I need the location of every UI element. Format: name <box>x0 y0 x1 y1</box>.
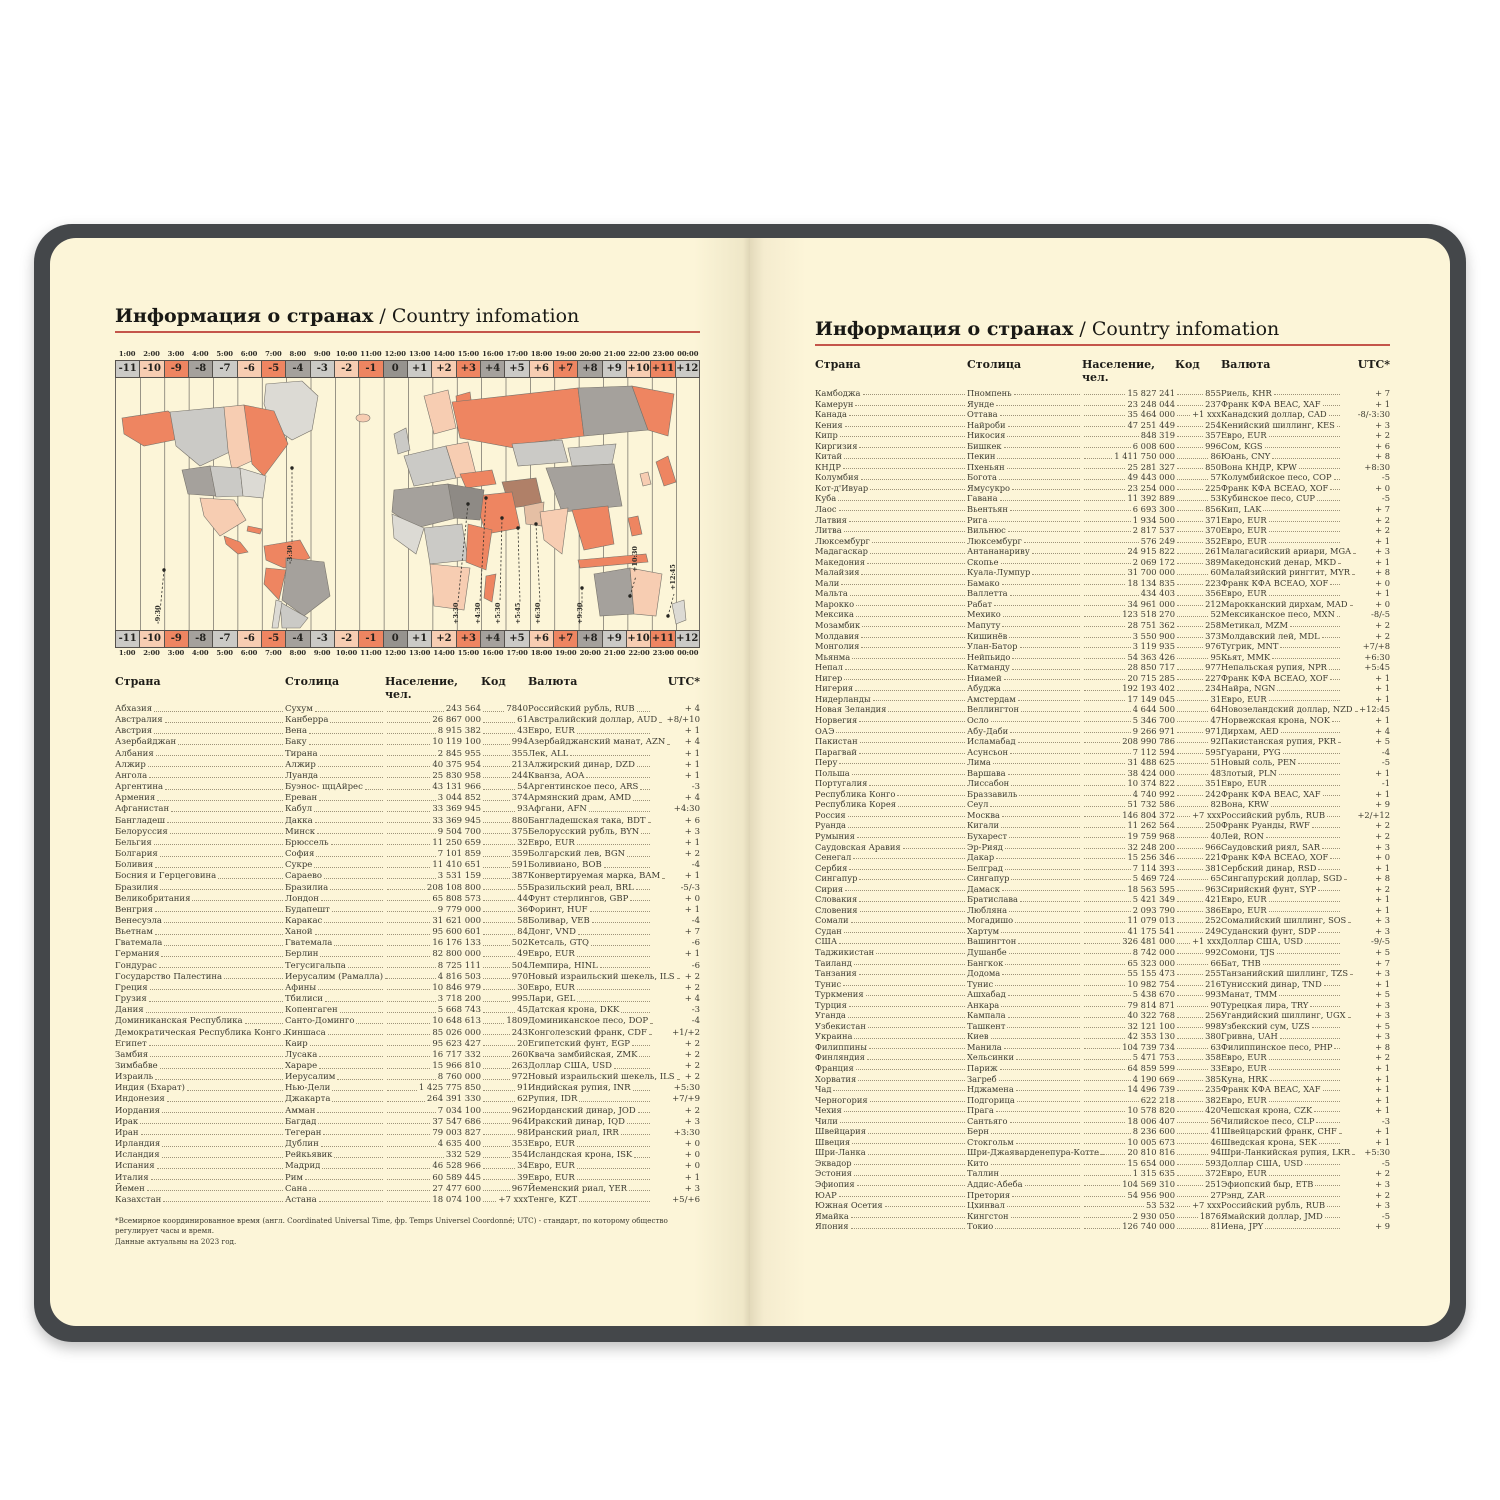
table-row: Зимбабве Хараре 15 966 810 263 Доллар США, USD + 2 <box>115 1061 700 1071</box>
timezone-time-label: 9:00 <box>313 649 331 657</box>
table-row: Йемен Сана 27 477 600 967 Йеменский риал, YER + 3 <box>115 1183 700 1194</box>
timezone-offset-cell: +5 <box>504 631 528 647</box>
timezone-offset-cell: -1 <box>358 631 382 647</box>
page-right <box>750 238 1450 1326</box>
table-row: КНДР Пхеньян 25 281 327 850 Вона КНДР, KPW +8:30 <box>815 461 1390 472</box>
table-row: Дания Копенгаген 5 668 743 45 Датская крона, DKK -3 <box>115 1005 700 1016</box>
table-row: Франция Париж 64 859 599 33 Евро, EUR + 1 <box>815 1063 1390 1073</box>
header-population: Население, чел. <box>1082 358 1156 384</box>
header-capital: Столица <box>285 675 340 688</box>
table-row: Латвия Рига 1 934 500 371 Евро, EUR + 2 <box>815 514 1390 525</box>
timezone-time-label: 23:00 <box>652 350 675 358</box>
timezone-time-label: 22:00 <box>628 350 650 358</box>
timezone-offset-cell: +12 <box>675 631 699 647</box>
table-row: США Вашингтон 326 481 000 +1 xxx Доллар США, USD -9/-5 <box>815 936 1390 947</box>
table-row: Мальта Валлетта 434 403 356 Евро, EUR + 1 <box>815 588 1390 599</box>
table-row: Россия Москва 146 804 372 +7 xxx Российский рубль, RUB +2/+12 <box>815 809 1390 820</box>
table-row: Абхазия Сухум 243 564 7840 Российский рубль, RUB + 4 <box>115 704 700 714</box>
table-row: Турция Анкара 79 814 871 90 Турецкая лира, TRY + 3 <box>815 999 1390 1010</box>
timezone-time-label: 14:00 <box>433 649 455 657</box>
footnote-line1: *Всемирное координированное время (англ. Coordinated Universal Time, фр. Temps Universel Coordonné; UTC) - стандарт, по которому общество регулирует часы и время. <box>115 1216 668 1236</box>
table-row: Грузия Тбилиси 3 718 200 995 Лари, GEL + 4 <box>115 994 700 1005</box>
timezone-offset-cell: -11 <box>115 631 139 647</box>
table-row: Государство Палестина Иерусалим (Рамалла) 4 816 503 970 Новый израильский шекель, ILS + 2 <box>115 971 700 982</box>
table-row: Монголия Улан-Батор 3 119 935 976 Тугрик, MNT +7/+8 <box>815 641 1390 652</box>
table-row: Украина Киев 42 353 130 380 Гривна, UAH + 3 <box>815 1031 1390 1042</box>
table-row: Нидерланды Амстердам 17 149 045 31 Евро, EUR + 1 <box>815 693 1390 704</box>
timezone-offset-cell: -2 <box>334 361 358 377</box>
table-header-left <box>115 675 700 701</box>
table-row: Уганда Кампала 40 322 768 256 Угандийский шиллинг, UGX + 3 <box>815 1010 1390 1021</box>
table-row: Чили Сантьяго 18 006 407 56 Чилийское песо, CLP -3 <box>815 1115 1390 1126</box>
table-row: Греция Афины 10 846 979 30 Евро, EUR + 2 <box>115 982 700 993</box>
map-callout-label: -3:30 <box>286 545 294 564</box>
table-row: Куба Гавана 11 392 889 53 Кубинское песо, CUP -5 <box>815 493 1390 504</box>
table-row: Киргизия Бишкек 6 008 600 996 Сом, KGS + 6 <box>815 440 1390 451</box>
table-row: Польша Варшава 38 424 000 48 Злотый, PLN + 1 <box>815 767 1390 778</box>
timezone-time-label: 7:00 <box>265 350 282 358</box>
header-country: Страна <box>115 675 161 688</box>
table-row: Кипр Никосия 848 319 357 Евро, EUR + 2 <box>815 430 1390 441</box>
timezone-time-label: 1:00 <box>118 350 136 358</box>
page-title-en: Country infomation <box>391 305 580 327</box>
world-timezone-map <box>115 378 700 630</box>
table-row: Словакия Братислава 5 421 349 421 Евро, EUR + 1 <box>815 894 1390 905</box>
timezone-time-label: 14:00 <box>433 350 455 358</box>
timezone-offset-cell: +6 <box>529 361 553 377</box>
table-row: Норвегия Осло 5 346 700 47 Норвежская крона, NOK + 1 <box>815 714 1390 725</box>
page-title <box>815 318 1390 340</box>
timezone-time-label: 3:00 <box>167 649 185 657</box>
timezone-offset-cell: -10 <box>139 361 163 377</box>
timezone-offset-cell: +5 <box>504 361 528 377</box>
timezone-time-label: 3:00 <box>167 350 185 358</box>
table-row: Азербайджан Баку 10 119 100 994 Азербайджанский манат, AZN + 4 <box>115 737 700 748</box>
page-title-sep: / <box>373 305 392 327</box>
timezone-time-label: 00:00 <box>677 350 699 358</box>
table-row: Вьетнам Ханой 95 600 601 84 Донг, VND + 7 <box>115 927 700 938</box>
header-currency: Валюта <box>528 675 578 688</box>
timezone-time-label: 9:00 <box>313 350 331 358</box>
timezone-time-label: 15:00 <box>457 649 480 657</box>
timezone-offset-cell: -4 <box>285 631 309 647</box>
table-row: Мали Бамако 18 134 835 223 Франк КФА BCEAO, XOF + 0 <box>815 577 1390 588</box>
country-table-right <box>815 389 1390 1233</box>
timezone-time-label: 4:00 <box>191 350 209 358</box>
table-row: Чехия Прага 10 578 820 420 Чешская крона, CZK + 1 <box>815 1105 1390 1116</box>
table-row: Египет Каир 95 623 427 20 Египетский фунт, EGP + 2 <box>115 1038 700 1049</box>
header-utc: UTC* <box>1357 358 1390 371</box>
footnote-line2: Данные актуальны на 2023 год. <box>115 1236 237 1246</box>
timezone-time-label: 5:00 <box>216 350 234 358</box>
timezone-time-label: 11:00 <box>360 350 382 358</box>
timezone-offset-cell: -7 <box>212 631 236 647</box>
table-row: Канада Оттава 35 464 000 +1 xxx Канадский доллар, CAD -8/-3:30 <box>815 409 1390 420</box>
timezone-offset-cell: -8 <box>188 361 212 377</box>
table-header-right <box>815 358 1390 384</box>
table-row: Кения Найроби 47 251 449 254 Кенийский шиллинг, KES + 3 <box>815 419 1390 430</box>
map-callout-label: +5:30 <box>494 602 502 624</box>
table-row: Руанда Кигали 11 262 564 250 Франк Руанды, RWF + 2 <box>815 820 1390 831</box>
table-row: Великобритания Лондон 65 808 573 44 Фунт стерлингов, GBP + 0 <box>115 893 700 904</box>
table-row: Узбекистан Ташкент 32 121 100 998 Узбекский сум, UZS + 5 <box>815 1020 1390 1031</box>
table-row: Сирия Дамаск 18 563 595 963 Сирийский фунт, SYP + 2 <box>815 883 1390 894</box>
table-row: Румыния Бухарест 19 759 968 40 Лей, RON + 2 <box>815 830 1390 841</box>
table-row: Бельгия Брюссель 11 250 659 32 Евро, EUR + 1 <box>115 837 700 848</box>
timezone-offset-cell: -2 <box>334 631 358 647</box>
table-row: Нигерия Абуджа 192 193 402 234 Найра, NGN + 1 <box>815 683 1390 694</box>
timezone-offset-cell: -4 <box>285 361 309 377</box>
table-row: Македония Скопье 2 069 172 389 Македонский денар, MKD + 1 <box>815 556 1390 567</box>
timezone-offset-cell: +12 <box>675 361 699 377</box>
map-callout-label: +3:30 <box>452 602 460 624</box>
table-row: Танзания Додома 55 155 473 255 Танзанийский шиллинг, TZS + 3 <box>815 968 1390 979</box>
header-code: Код <box>481 675 506 688</box>
timezone-time-label: 23:00 <box>652 649 675 657</box>
timezone-time-label: 13:00 <box>408 649 431 657</box>
page-title-ru: Информация о странах <box>115 305 374 327</box>
table-row: Шри-Ланка Шри-Джаяварденепура-Котте 20 810 816 94 Шри-Ланкийская рупия, LKR +5:30 <box>815 1147 1390 1158</box>
map-callout-label: +5:45 <box>514 602 522 624</box>
timezone-time-label: 7:00 <box>265 649 282 657</box>
timezone-time-label: 21:00 <box>603 350 626 358</box>
table-row: Венесуэла Каракас 31 621 000 58 Боливар, VEB -4 <box>115 915 700 926</box>
timezone-offset-cell: 0 <box>383 631 407 647</box>
page-title-sep: / <box>1073 318 1092 340</box>
timezone-offset-cell: +1 <box>407 361 431 377</box>
timezone-time-label: 19:00 <box>555 649 577 657</box>
timezone-offset-cell: +9 <box>602 631 626 647</box>
timezone-offset-cell: -6 <box>237 631 261 647</box>
table-row: Иордания Амман 7 034 100 962 Иорданский динар, JOD + 2 <box>115 1105 700 1116</box>
table-row: ОАЭ Абу-Даби 9 266 971 971 Дирхам, AED + 4 <box>815 725 1390 736</box>
table-row: Италия Рим 60 589 445 39 Евро, EUR + 1 <box>115 1172 700 1183</box>
timezone-time-label: 2:00 <box>143 649 160 657</box>
timezone-offset-scale-bottom <box>115 630 700 648</box>
table-row: Камбоджа Пномпень 15 827 241 855 Риель, KHR + 7 <box>815 388 1390 398</box>
timezone-offset-cell: +3 <box>456 631 480 647</box>
table-row: Гватемала Гватемала 16 176 133 502 Кетсаль, GTQ -6 <box>115 938 700 949</box>
title-rule <box>115 331 700 333</box>
timezone-time-label: 8:00 <box>289 350 307 358</box>
table-row: Индонезия Джакарта 264 391 330 62 Рупия, IDR +7/+9 <box>115 1094 700 1105</box>
timezone-offset-cell: -3 <box>310 361 334 377</box>
table-row: Черногория Подгорица 622 218 382 Евро, EUR + 1 <box>815 1094 1390 1105</box>
table-row: Босния и Герцеговина Сараево 3 531 159 387 Конвертируемая марка, BAM + 1 <box>115 871 700 882</box>
timezone-offset-cell: -5 <box>261 631 285 647</box>
page-title-ru: Информация о странах <box>815 318 1074 340</box>
table-row: Бразилия Бразилиа 208 108 800 55 Бразильский реал, BRL -5/-3 <box>115 882 700 893</box>
timezone-time-label: 20:00 <box>579 649 602 657</box>
timezone-offset-cell: +9 <box>602 361 626 377</box>
table-row: Индия (Бхарат) Нью-Дели 1 425 775 850 91 Индийская рупия, INR +5:30 <box>115 1083 700 1094</box>
timezone-offset-cell: +7 <box>553 631 577 647</box>
table-row: Ямайка Кингстон 2 930 050 1876 Ямайский доллар, JMD -5 <box>815 1210 1390 1221</box>
table-row: Мадагаскар Антананариву 24 915 822 261 Малагасийский ариари, MGA + 3 <box>815 546 1390 557</box>
timezone-offset-cell: +7 <box>553 361 577 377</box>
header-population: Население, чел. <box>385 675 459 701</box>
table-row: ЮАР Претория 54 956 900 27 Рэнд, ZAR + 2 <box>815 1189 1390 1200</box>
table-row: Перу Лима 31 488 625 51 Новый соль, PEN -5 <box>815 757 1390 768</box>
table-row: Боливия Сукре 11 410 651 591 Боливиано, BOB -4 <box>115 860 700 871</box>
table-row: Саудовская Аравия Эр-Рияд 32 248 200 966 Саудовский риял, SAR + 3 <box>815 841 1390 852</box>
header-code: Код <box>1175 358 1200 371</box>
table-row: Судан Хартум 41 175 541 249 Суданский фунт, SDP + 3 <box>815 925 1390 936</box>
table-row: Израиль Иерусалим 8 760 000 972 Новый израильский шекель, ILS + 2 <box>115 1072 700 1083</box>
table-row: Армения Ереван 3 044 852 374 Армянский драм, AMD + 4 <box>115 793 700 804</box>
timezone-time-label: 19:00 <box>555 350 577 358</box>
table-row: Нигер Ниамей 20 715 285 227 Франк КФА BCEAO, XOF + 1 <box>815 672 1390 683</box>
timezone-time-label: 12:00 <box>384 649 407 657</box>
table-row: Китай Пекин 1 411 750 000 86 Юань, CNY + 8 <box>815 451 1390 462</box>
timezone-offset-cell: +8 <box>577 361 601 377</box>
map-callout-label: +9:30 <box>576 602 584 624</box>
timezone-offset-cell: +11 <box>650 631 674 647</box>
table-row: Ирландия Дублин 4 635 400 353 Евро, EUR + 0 <box>115 1139 700 1150</box>
table-row: Казахстан Астана 18 074 100 +7 xxx Тенге, KZT +5/+6 <box>115 1194 700 1205</box>
timezone-time-label: 5:00 <box>216 649 234 657</box>
timezone-offset-cell: -3 <box>310 631 334 647</box>
table-row: Гондурас Тегусигальпа 8 725 111 504 Лемпира, HINL -6 <box>115 960 700 971</box>
table-row: Афганистан Кабул 33 369 945 93 Афгани, AFN +4:30 <box>115 804 700 815</box>
table-row: Демократическая Республика Конго Киншаса 85 026 000 243 Конголезский франк, CDF +1/+2 <box>115 1027 700 1038</box>
timezone-offset-cell: +10 <box>626 631 650 647</box>
table-row: Республика Конго Браззавиль 4 740 992 242 Франк КФА BEAC, XAF + 1 <box>815 788 1390 799</box>
table-row: Сингапур Сингапур 5 469 724 65 Сингапурский доллар, SGD + 8 <box>815 873 1390 884</box>
timezone-offset-cell: -11 <box>115 361 139 377</box>
table-row: Словения Любляна 2 093 790 386 Евро, EUR + 1 <box>815 904 1390 915</box>
timezone-time-label: 6:00 <box>240 350 258 358</box>
timezone-offset-cell: +11 <box>650 361 674 377</box>
table-row: Лаос Вьентьян 6 693 300 856 Кип, LAK + 7 <box>815 504 1390 515</box>
timezone-offset-cell: +4 <box>480 361 504 377</box>
timezone-time-label: 10:00 <box>335 649 358 657</box>
timezone-time-label: 6:00 <box>240 649 258 657</box>
timezone-time-label: 4:00 <box>191 649 209 657</box>
timezone-times-bottom <box>115 648 700 659</box>
table-row: Замбия Лусака 16 717 332 260 Квача замбийская, ZMK + 2 <box>115 1049 700 1060</box>
timezone-time-label: 13:00 <box>408 350 431 358</box>
header-capital: Столица <box>967 358 1022 371</box>
table-row: Ангола Луанда 25 830 958 244 Кванза, AOA + 1 <box>115 770 700 781</box>
table-row: Сенегал Дакар 15 256 346 221 Франк КФА BCEAO, XOF + 0 <box>815 852 1390 863</box>
timezone-offset-cell: +2 <box>431 631 455 647</box>
table-row: Колумбия Богота 49 443 000 57 Колумбийское песо, COP -5 <box>815 472 1390 483</box>
table-row: Эквадор Кито 15 654 000 593 Доллар США, USD -5 <box>815 1157 1390 1168</box>
title-rule <box>815 344 1390 346</box>
table-row: Иран Тегеран 79 003 827 98 Иранский риал, IRR +3:30 <box>115 1127 700 1138</box>
timezone-time-label: 16:00 <box>482 350 504 358</box>
timezone-time-label: 8:00 <box>289 649 307 657</box>
timezone-time-label: 15:00 <box>457 350 480 358</box>
timezone-time-label: 18:00 <box>530 350 553 358</box>
timezone-time-label: 21:00 <box>603 649 626 657</box>
table-row: Сомали Могадишо 11 079 013 252 Сомалийский шиллинг, SOS + 3 <box>815 915 1390 926</box>
table-row: Венгрия Будапешт 9 779 000 36 Форинт, HUF + 1 <box>115 904 700 915</box>
table-row: Пакистан Исламабад 208 990 786 92 Пакистанская рупия, PKR + 5 <box>815 736 1390 747</box>
table-row: Республика Корея Сеул 51 732 586 82 Вона, KRW + 9 <box>815 799 1390 810</box>
table-row: Исландия Рейкьявик 332 529 354 Исландская крона, ISK + 0 <box>115 1150 700 1161</box>
table-row: Непал Катманду 28 850 717 977 Непальская рупия, NPR +5:45 <box>815 662 1390 673</box>
table-row: Тунис Тунис 10 982 754 216 Тунисский динар, TND + 1 <box>815 978 1390 989</box>
table-row: Таджикистан Душанбе 8 742 000 992 Сомони, TJS + 5 <box>815 946 1390 957</box>
timezone-offset-cell: +10 <box>626 361 650 377</box>
table-row: Парагвай Асунсьон 7 112 594 595 Гуарани, PYG -4 <box>815 746 1390 757</box>
map-iceland <box>356 414 370 422</box>
table-row: Эстония Таллин 1 315 635 372 Евро, EUR + 2 <box>815 1168 1390 1179</box>
timezone-offset-cell: +2 <box>431 361 455 377</box>
header-utc: UTC* <box>667 675 700 688</box>
page-left <box>50 238 750 1326</box>
table-row: Бангладеш Дакка 33 369 945 880 Бангладешская така, BDT + 6 <box>115 815 700 826</box>
timezone-offset-cell: +4 <box>480 631 504 647</box>
timezone-offset-cell: -8 <box>188 631 212 647</box>
table-row: Чад Нджамена 14 496 739 235 Франк КФА BEAC, XAF + 1 <box>815 1084 1390 1095</box>
table-row: Молдавия Кишинёв 3 550 900 373 Молдавский лей, MDL + 2 <box>815 630 1390 641</box>
table-row: Люксембург Люксембург 576 249 352 Евро, EUR + 1 <box>815 535 1390 546</box>
table-row: Аргентина Буэнос- щцАйрес 43 131 966 54 Аргентинское песо, ARS -3 <box>115 782 700 793</box>
table-row: Албания Тирана 2 845 955 355 Лек, ALL + 1 <box>115 748 700 759</box>
table-row: Эфиопия Аддис-Абеба 104 569 310 251 Эфиопский быр, ETB + 3 <box>815 1179 1390 1190</box>
table-row: Таиланд Бангкок 65 323 000 66 Бат, THB + 7 <box>815 957 1390 968</box>
timezone-offset-cell: -1 <box>358 361 382 377</box>
table-row: Германия Берлин 82 800 000 49 Евро, EUR + 1 <box>115 949 700 960</box>
table-row: Белоруссия Минск 9 504 700 375 Белорусский рубль, BYN + 3 <box>115 826 700 837</box>
header-country: Страна <box>815 358 861 371</box>
table-row: Алжир Алжир 40 375 954 213 Алжирский динар, DZD + 1 <box>115 759 700 770</box>
table-row: Португалия Лиссабон 10 374 822 351 Евро, EUR -1 <box>815 778 1390 789</box>
timezone-time-label: 00:00 <box>677 649 699 657</box>
page-title <box>115 305 700 327</box>
table-row: Туркмения Ашхабад 5 438 670 993 Манат, TMM + 5 <box>815 989 1390 1000</box>
timezone-offset-cell: -7 <box>212 361 236 377</box>
timezone-offset-cell: -10 <box>139 631 163 647</box>
map-callout-label: +6:30 <box>534 602 542 624</box>
timezone-time-label: 16:00 <box>482 649 504 657</box>
table-row: Ирак Багдад 37 547 686 964 Иракский динар, IQD + 3 <box>115 1116 700 1127</box>
table-row: Малайзия Куала-Лумпур 31 700 000 60 Малайзийский ринггит, MYR + 8 <box>815 567 1390 578</box>
table-row: Швейцария Берн 8 236 600 41 Швейцарский франк, CHF + 1 <box>815 1126 1390 1137</box>
map-callout-label: +10:30 <box>631 546 639 572</box>
table-row: Испания Мадрид 46 528 966 34 Евро, EUR + 0 <box>115 1161 700 1172</box>
timezone-offset-cell: -9 <box>164 361 188 377</box>
table-row: Литва Вильнюс 2 817 537 370 Евро, EUR + 2 <box>815 525 1390 536</box>
table-row: Мозамбик Мапуту 28 751 362 258 Метикал, MZM + 2 <box>815 620 1390 631</box>
timezone-time-label: 10:00 <box>335 350 358 358</box>
timezone-time-label: 1:00 <box>118 649 136 657</box>
table-row: Филиппины Манила 104 739 734 63 Филиппинское песо, PHP + 8 <box>815 1041 1390 1052</box>
timezone-offset-cell: 0 <box>383 361 407 377</box>
table-row: Хорватия Загреб 4 190 669 385 Куна, HRK + 1 <box>815 1073 1390 1084</box>
table-row: Болгария София 7 101 859 359 Болгарский лев, BGN + 2 <box>115 849 700 860</box>
timezone-offset-cell: +1 <box>407 631 431 647</box>
timezone-time-label: 2:00 <box>143 350 160 358</box>
timezone-offset-scale-top <box>115 360 700 378</box>
table-row: Сербия Белград 7 114 393 381 Сербский динар, RSD + 1 <box>815 862 1390 873</box>
map-callout-label: +12:45 <box>669 564 677 590</box>
timezone-time-label: 11:00 <box>360 649 382 657</box>
table-row: Финляндия Хельсинки 5 471 753 358 Евро, EUR + 2 <box>815 1052 1390 1063</box>
map-callout-label: +4:30 <box>474 602 482 624</box>
table-row: Кот-д'Ивуар Ямусукро 23 254 000 225 Франк КФА BCEAO, XOF + 0 <box>815 482 1390 493</box>
header-currency: Валюта <box>1221 358 1271 371</box>
timezone-time-label: 22:00 <box>628 649 650 657</box>
table-row: Швеция Стокгольм 10 005 673 46 Шведская крона, SEK + 1 <box>815 1136 1390 1147</box>
timezone-offset-cell: -9 <box>164 631 188 647</box>
table-row: Камерун Яунде 23 248 044 237 Франк КФА BEAC, XAF + 1 <box>815 398 1390 409</box>
table-row: Австрия Вена 8 915 382 43 Евро, EUR + 1 <box>115 726 700 737</box>
timezone-offset-cell: +6 <box>529 631 553 647</box>
table-row: Мексика Мехико 123 518 270 52 Мексиканское песо, MXN -8/-5 <box>815 609 1390 620</box>
table-row: Австралия Канберра 26 867 000 61 Австралийский доллар, AUD +8/+10 <box>115 715 700 726</box>
timezone-offset-cell: +8 <box>577 631 601 647</box>
timezone-offset-cell: -5 <box>261 361 285 377</box>
timezone-time-label: 17:00 <box>506 350 528 358</box>
timezone-offset-cell: -6 <box>237 361 261 377</box>
table-row: Южная Осетия Цхинвал 53 532 +7 xxx Российский рубль, RUB + 3 <box>815 1200 1390 1211</box>
timezone-time-label: 18:00 <box>530 649 553 657</box>
utc-footnote <box>115 1216 700 1247</box>
page-title-en: Country infomation <box>1091 318 1280 340</box>
table-row: Новая Зеландия Веллингтон 4 644 500 64 Новозеландский доллар, NZD +12:45 <box>815 704 1390 715</box>
country-table-left <box>115 705 700 1207</box>
timezone-time-label: 20:00 <box>579 350 602 358</box>
timezone-times-top <box>115 349 700 360</box>
timezone-time-label: 17:00 <box>506 649 528 657</box>
table-row: Япония Токио 126 740 000 81 Иена, JPY + 9 <box>815 1221 1390 1232</box>
table-row: Мьянма Нейпьидо 54 363 426 95 Кьят, MMK +6:30 <box>815 651 1390 662</box>
timezone-time-label: 12:00 <box>384 350 407 358</box>
timezone-offset-cell: +3 <box>456 361 480 377</box>
table-row: Доминиканская Республика Санто-Доминго 10 648 613 1809 Доминиканское песо, DOP -4 <box>115 1016 700 1027</box>
map-callout-label: -9:30 <box>154 605 162 624</box>
table-row: Марокко Рабат 34 961 000 212 Марокканский дирхам, MAD + 0 <box>815 598 1390 609</box>
